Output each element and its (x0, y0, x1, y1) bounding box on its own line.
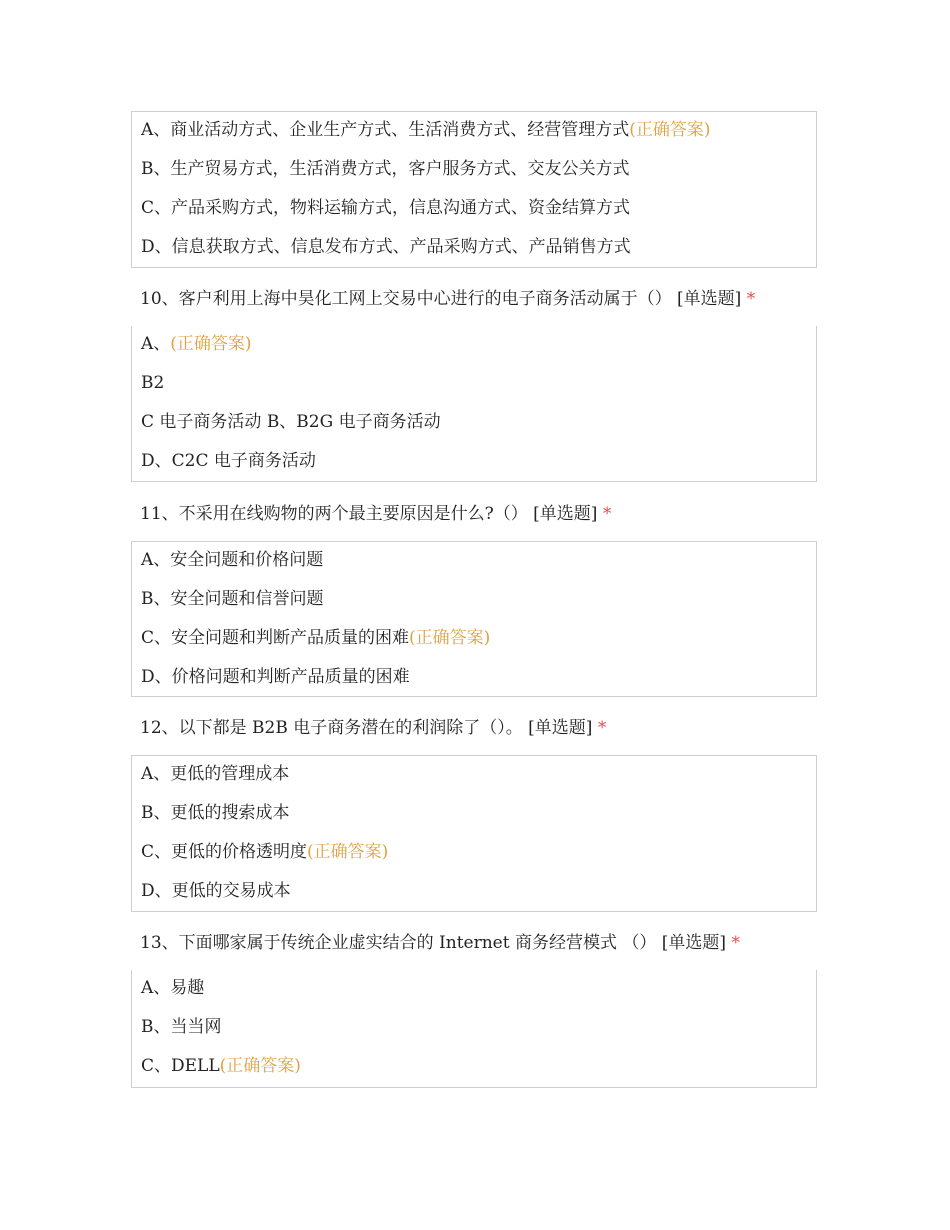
q11-title (140, 503, 611, 525)
required-mark: * (602, 504, 612, 524)
q9-option-d[interactable] (141, 236, 631, 258)
option-text: D、C2C 电子商务活动 (141, 451, 316, 471)
option-text: B、当当网 (141, 1017, 222, 1037)
q9-option-a[interactable] (141, 119, 711, 141)
q11-option-c[interactable] (141, 627, 490, 649)
correct-answer-label: (正确答案) (629, 120, 711, 140)
option-text: A、 (141, 334, 171, 354)
question-text: 11、不采用在线购物的两个最主要原因是什么?（） [单选题] (140, 504, 598, 524)
q13-title (140, 932, 740, 954)
q12-option-d[interactable] (141, 880, 291, 902)
option-text: C、产品采购方式，物料运输方式，信息沟通方式、资金结算方式 (141, 198, 631, 218)
option-text: A、安全问题和价格问题 (141, 550, 324, 570)
question-text: 10、客户利用上海中昊化工网上交易中心进行的电子商务活动属于（） [单选题] (140, 289, 742, 309)
q9-option-c[interactable] (141, 197, 630, 219)
correct-answer-label: (正确答案) (307, 842, 389, 862)
option-text: B2 (141, 373, 165, 393)
q13-option-c[interactable] (141, 1055, 301, 1077)
q11-option-d[interactable] (141, 666, 410, 688)
option-text: B、更低的搜索成本 (141, 803, 290, 823)
q9-options-box (131, 111, 817, 268)
required-mark: * (746, 289, 756, 309)
option-text: A、易趣 (141, 978, 205, 998)
q10-options-box (131, 326, 817, 482)
q13-option-b[interactable] (141, 1016, 222, 1038)
question-text: 13、下面哪家属于传统企业虚实结合的 Internet 商务经营模式 （） [单选题] (140, 933, 727, 953)
q12-option-b[interactable] (141, 802, 290, 824)
correct-answer-label: (正确答案) (409, 628, 491, 648)
q12-option-a[interactable] (141, 763, 289, 785)
question-text: 12、以下都是 B2B 电子商务潜在的利润除了（）。 [单选题] (140, 718, 593, 738)
q11-option-b[interactable] (141, 588, 324, 610)
q10-option-a[interactable] (141, 333, 252, 355)
option-text: B、生产贸易方式，生活消费方式，客户服务方式、交友公关方式 (141, 159, 630, 179)
option-text: C、DELL (141, 1056, 220, 1076)
q13-option-a[interactable] (141, 977, 204, 999)
required-mark: * (597, 718, 607, 738)
required-mark: * (731, 933, 740, 953)
option-text: C、更低的价格透明度 (141, 842, 308, 862)
option-text: B、安全问题和信誉问题 (141, 589, 324, 609)
q12-options-box (131, 755, 817, 912)
q11-options-box (131, 541, 817, 697)
q10-title (140, 288, 755, 310)
option-text: D、信息获取方式、信息发布方式、产品采购方式、产品销售方式 (141, 237, 631, 257)
option-text: D、价格问题和判断产品质量的困难 (141, 667, 410, 687)
correct-answer-label: (正确答案) (170, 334, 252, 354)
q12-option-c[interactable] (141, 841, 388, 863)
correct-answer-label: (正确答案) (219, 1056, 301, 1076)
q10-option-b[interactable] (141, 372, 164, 394)
option-text: D、更低的交易成本 (141, 881, 291, 901)
q12-title (140, 717, 606, 739)
q9-option-b[interactable] (141, 158, 630, 180)
q13-options-box (131, 970, 817, 1088)
option-text: A、更低的管理成本 (141, 764, 290, 784)
option-text: C 电子商务活动 B、B2G 电子商务活动 (141, 412, 441, 432)
option-text: C、安全问题和判断产品质量的困难 (141, 628, 410, 648)
q10-option-c[interactable] (141, 411, 441, 433)
option-text: A、商业活动方式、企业生产方式、生活消费方式、经营管理方式 (141, 120, 630, 140)
q10-option-d[interactable] (141, 450, 316, 472)
q11-option-a[interactable] (141, 549, 323, 571)
